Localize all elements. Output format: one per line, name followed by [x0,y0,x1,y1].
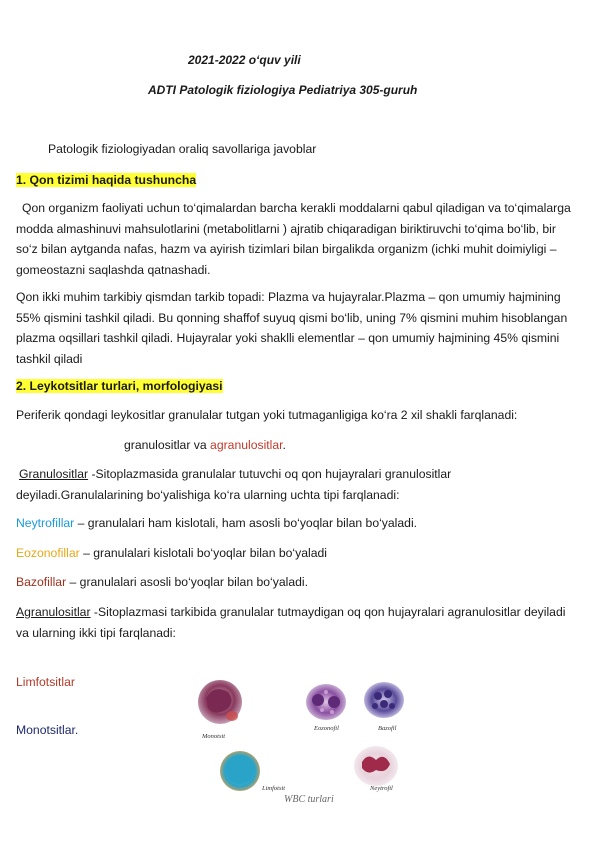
q1-paragraph-2 [16,287,578,369]
neytrofillar-line [16,513,578,534]
granulositlar-text: -Sitoplazmasida granulalar tutuvchi oq qon hujayralari granulositlar deyiladi.Granulalarining bo‘yalishiga ko‘ra ularning uchta tipi farqlanadi: [16,467,452,502]
lymphocyte-cell-icon [220,751,260,791]
monotsit-caption: Monotsit [202,733,226,740]
bazofillar-text: – granulalari asosli bo‘yoqlar bilan bo‘yaladi. [66,575,308,589]
q1-p1-text: Qon organizm faoliyati uchun to‘qimalardan barcha kerakli moddalarni qabul qiladigan va to‘qimalarga modda almashinuvi mahsulotlarini (metabolitlarni ) ajratib chiqaradigan biriktiruvchi to‘qima bo‘lib, bir so‘z bilan aytganda nafas, hazm va ayirish tizimlari bilan birgalikda organizm (ichki muhit doimiyligi – gomeostazni saqlashda qatnashadi. [16,201,571,277]
bazofil-caption: Bazofil [378,725,397,732]
intro-line: Patologik fiziologiyadan oraliq savollariga javoblar [48,142,317,156]
basophil-cell-icon [364,682,404,718]
neytrofil-caption: Neytrofil [370,785,393,792]
q1-heading: 1. Qon tizimi haqida tushuncha [16,173,197,187]
period: . [282,438,286,452]
neytrofillar-text: – granulalari ham kislotali, ham asosli bo‘yoqlar bilan bo‘yaladi. [74,516,418,530]
q2-paragraph-1: Periferik qondagi leykositlar granulalar tutgan yoki tutmaganligiga ko‘ra 2 xil shakli farqlanadi: [16,408,518,422]
q1-p2-text: Qon ikki muhim tarkibiy qismdan tarkib topadi: Plazma va hujayralar.Plazma – qon umumiy hajmining 55% qismini tashkil qiladi. Bu qonning shaffof suyuq qismi bo‘lib, uning 7% qismini muhim hisoblangan plazma oqsillari tashkil qiladi. Hujayralar yoki shaklli elementlar – qon umumiy hajmining 45% qismini tashkil qiladi [16,290,568,366]
limfotsit-caption: Limfotsit [262,785,286,792]
agranulositlar-term: Agranulositlar [16,605,91,619]
q2-split-line [124,435,564,456]
agranulositlar-text: -Sitoplazmasi tarkibida granulalar tutmaydigan oq qon hujayralari agranulositlar deyiladi va ularning ikki tipi farqlanadi: [16,605,566,640]
eozonofillar-term: Eozonofillar [16,546,80,560]
granulositlar-paragraph [16,464,578,505]
bazofillar-line [16,572,578,593]
header-year: 2021-2022 o‘quv yili [188,53,301,67]
q2-heading: 2. Leykotsitlar turlari, morfologiyasi [16,379,223,393]
neytrofillar-term: Neytrofillar [16,516,75,530]
granulositlar-word: granulositlar [124,438,191,452]
q1-heading-row [16,170,578,191]
agranulositlar-paragraph [16,602,578,643]
neutrophil-cell-icon [354,746,398,786]
eosinophil-cell-icon [306,684,346,720]
granulositlar-term: Granulositlar [19,467,89,481]
eozonofil-caption: Eozonofil [314,725,339,732]
va-word: va [190,438,211,452]
agranulositlar-word: agranulositlar [210,438,283,452]
monocyte-cell-icon [198,680,242,724]
q2-heading-row [16,376,578,397]
wbc-types-figure [192,676,416,806]
eozonofillar-line [16,543,578,564]
wbc-turlari-caption: WBC turlari [284,794,334,805]
header-course: ADTI Patologik fiziologiya Pediatriya 305-guruh [148,83,418,97]
q1-paragraph-1 [16,198,578,280]
monotsitlar-label: Monotsitlar. [16,723,79,737]
eozonofillar-text: – granulalari kislotali bo‘yoqlar bilan bo‘yaladi [79,546,327,560]
bazofillar-term: Bazofillar [16,575,67,589]
limfotsitlar-label: Limfotsitlar [16,675,75,689]
